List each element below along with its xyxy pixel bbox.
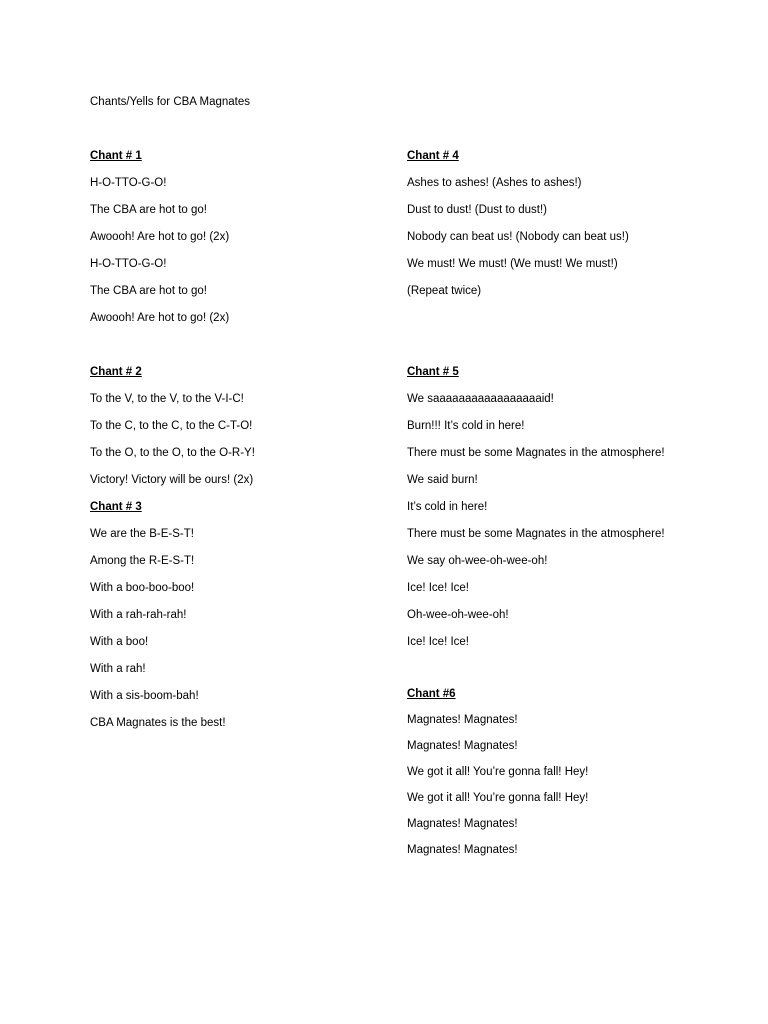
chant-lines	[90, 526, 410, 731]
chant-lines	[407, 175, 727, 299]
chant-line: Awoooh! Are hot to go! (2x)	[90, 231, 230, 243]
chant-line: We say oh-wee-oh-wee-oh!	[407, 555, 548, 567]
spacer	[90, 337, 410, 364]
left-column	[90, 148, 410, 742]
chant-line: H-O-TTO-G-O!	[90, 258, 167, 270]
chant-line: To the C, to the C, to the C-T-O!	[90, 420, 253, 432]
chant-line: Ice! Ice! Ice!	[407, 636, 469, 648]
chant-heading: Chant #6	[407, 688, 456, 700]
chant-lines	[407, 712, 727, 858]
chant-line: We are the B-E-S-T!	[90, 528, 194, 540]
chant-3	[90, 499, 410, 731]
chant-lines	[90, 391, 410, 488]
chant-line: There must be some Magnates in the atmosphere!	[407, 528, 665, 540]
chant-line: Ice! Ice! Ice!	[407, 582, 469, 594]
chant-line: Magnates! Magnates!	[407, 844, 518, 856]
chant-5	[407, 364, 727, 650]
chant-line: Magnates! Magnates!	[407, 740, 518, 752]
document-title: Chants/Yells for CBA Magnates	[90, 96, 251, 108]
chant-line: Oh-wee-oh-wee-oh!	[407, 609, 509, 621]
chant-line: To the V, to the V, to the V-I-C!	[90, 393, 244, 405]
chant-line: Magnates! Magnates!	[407, 818, 518, 830]
chant-line: With a rah-rah-rah!	[90, 609, 187, 621]
chant-1	[90, 148, 410, 326]
chant-line: (Repeat twice)	[407, 285, 482, 297]
chant-line: CBA Magnates is the best!	[90, 717, 226, 729]
chant-heading: Chant # 2	[90, 366, 142, 378]
chant-heading: Chant # 4	[407, 150, 459, 162]
spacer	[407, 310, 727, 364]
chant-line: The CBA are hot to go!	[90, 285, 207, 297]
chant-line: With a rah!	[90, 663, 146, 675]
chant-2	[90, 364, 410, 488]
chant-line: Magnates! Magnates!	[407, 714, 518, 726]
chant-line: Awoooh! Are hot to go! (2x)	[90, 312, 230, 324]
spacer	[407, 661, 727, 686]
chant-line: With a boo!	[90, 636, 149, 648]
chant-line: Dust to dust! (Dust to dust!)	[407, 204, 547, 216]
chant-lines	[90, 175, 410, 326]
chant-line: We said burn!	[407, 474, 478, 486]
chant-line: Nobody can beat us! (Nobody can beat us!)	[407, 231, 629, 243]
chant-line: To the O, to the O, to the O-R-Y!	[90, 447, 255, 459]
chant-heading: Chant # 5	[407, 366, 459, 378]
right-column	[407, 148, 727, 869]
chant-line: H-O-TTO-G-O!	[90, 177, 167, 189]
chant-line: The CBA are hot to go!	[90, 204, 207, 216]
chant-line: Among the R-E-S-T!	[90, 555, 195, 567]
chant-6	[407, 686, 727, 858]
chant-line: Victory! Victory will be ours! (2x)	[90, 474, 254, 486]
chant-line: Burn!!! It’s cold in here!	[407, 420, 525, 432]
chant-line: We got it all! You’re gonna fall! Hey!	[407, 792, 589, 804]
chant-heading: Chant # 3	[90, 501, 142, 513]
chant-line: It’s cold in here!	[407, 501, 488, 513]
chant-4	[407, 148, 727, 299]
chant-line: With a boo-boo-boo!	[90, 582, 195, 594]
chant-line: We saaaaaaaaaaaaaaaaaid!	[407, 393, 554, 405]
chant-line: We got it all! You’re gonna fall! Hey!	[407, 766, 589, 778]
chant-line: Ashes to ashes! (Ashes to ashes!)	[407, 177, 582, 189]
chant-line: There must be some Magnates in the atmosphere!	[407, 447, 665, 459]
chant-line: With a sis-boom-bah!	[90, 690, 199, 702]
chant-line: We must! We must! (We must! We must!)	[407, 258, 618, 270]
chant-lines	[407, 391, 727, 650]
chant-heading: Chant # 1	[90, 150, 142, 162]
